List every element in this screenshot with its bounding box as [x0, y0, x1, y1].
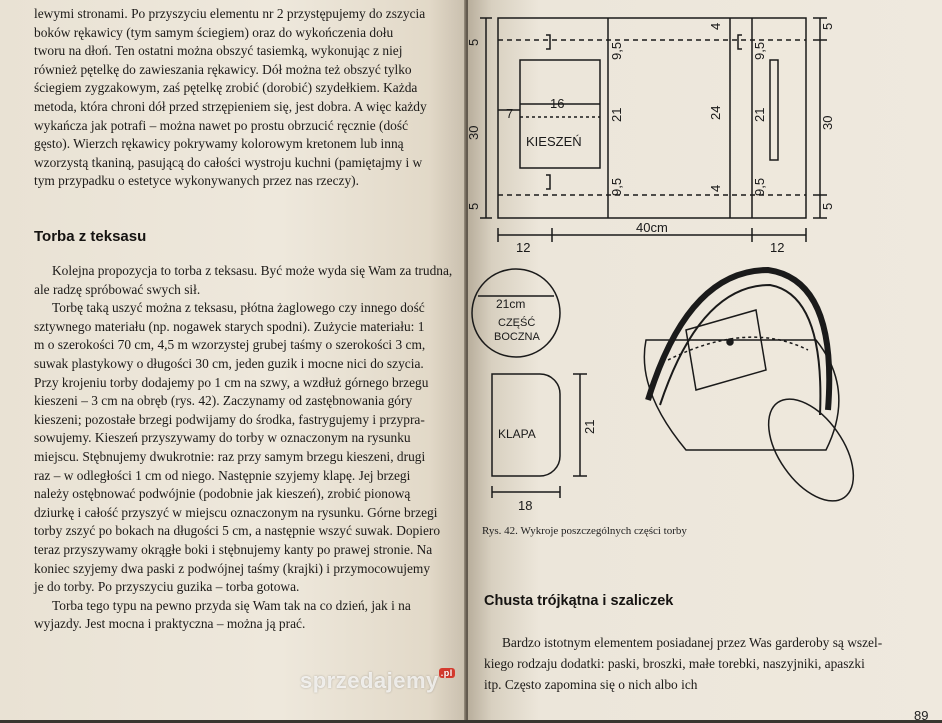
dim-label: 9,5 — [609, 41, 624, 60]
text-line: Przy krojeniu torby dodajemy po 1 cm na szwy, a wzdłuż górnego brzegu — [34, 374, 429, 390]
text-line: wzorzystą tkaniną, pasującą do całości wystroju kuchni (pamiętajmy i w — [34, 154, 423, 170]
text-line: raz – w odległości 1 cm od niego. Następnie szyjemy klapę. Jej brzegi — [34, 467, 411, 483]
pattern-figure — [468, 0, 942, 520]
text-line: tworu na dłoń. Ten ostatni można obszyć tasiemką, wykonując z niej — [34, 43, 403, 59]
flap-pattern — [492, 374, 560, 476]
dim-label: 12 — [516, 240, 531, 255]
dim-label: 9,5 — [609, 177, 624, 196]
zipper-mark — [770, 60, 778, 160]
text-line: wyjazdy. Jest mocna i praktyczna – można ją prać. — [34, 616, 306, 632]
dim-label: 9,5 — [752, 177, 767, 196]
text-line: je do torby. Po przyszyciu guzika – torba gotowa. — [34, 579, 300, 595]
section-heading-chusta: Chusta trójkątna i szaliczek — [484, 593, 674, 609]
dim-label: 4 — [708, 184, 723, 192]
side-diameter-label: 21cm — [496, 297, 526, 311]
text-line: również pętelkę do zawieszania rękawicy. Dół można też obszyć tylko — [34, 61, 412, 77]
text-line: wykańcza jak potrafi – można nawet po prostu obrzucić ręcznie (dość — [34, 117, 409, 133]
section-heading-torba: Torba z teksasu — [34, 228, 147, 245]
text-line: ale radzę spróbować swych sił. — [34, 281, 201, 297]
paragraph-torba — [34, 262, 454, 634]
figure-caption: Rys. 42. Wykroje poszczególnych części torby — [482, 525, 687, 537]
watermark-badge: .pl — [440, 668, 453, 678]
text-line: Torba tego typu na pewno przyda się Wam tak na co dzień, jak i na — [52, 597, 411, 613]
pocket-label: KIESZEŃ — [526, 134, 582, 149]
text-line: teraz przyszywamy okrągłe boki i stębnujemy kanty po prawej stronie. Na — [34, 541, 433, 557]
dim-label: 30 — [820, 115, 835, 130]
watermark — [300, 668, 455, 694]
text-line: Bardzo istotnym elementem posiadanej przez Was garderoby są wszel- — [502, 635, 883, 650]
bag-illustration — [644, 270, 870, 516]
watermark-text: sprzedajemy — [300, 668, 439, 693]
page-number: 89 — [914, 708, 929, 723]
dim-label: 21 — [582, 419, 597, 434]
dim-label: 30 — [466, 125, 481, 140]
text-line: metoda, która chroni dół przed strzępieniem się, jest dobra. A więc każdy — [34, 98, 427, 114]
text-line: boków rękawicy (tym samym ściegiem) oraz do wykończenia dołu — [34, 24, 394, 40]
dim-label: 18 — [518, 498, 533, 513]
side-label: BOCZNA — [494, 331, 540, 343]
dim-label: 12 — [770, 240, 785, 255]
left-page — [0, 0, 466, 720]
side-label: CZĘŚĆ — [498, 317, 536, 329]
dim-label: 5 — [466, 38, 481, 46]
dim-label: 24 — [708, 105, 723, 120]
text-line: torby zszyć po bokach na długości 5 cm, a następnie wszyć suwak. Dopiero — [34, 523, 441, 539]
text-line: m o szerokości 70 cm, 4,5 m wzorzystej grubej taśmy o szerokości 3 cm, — [34, 337, 426, 353]
text-line: Kolejna propozycja to torba z teksasu. Być może wyda się Wam za trudna, — [52, 263, 453, 278]
text-line: suwak plastykowy o długości 30 cm, jeden guzik i mocne nici do szycia. — [34, 355, 424, 371]
dim-label: 40cm — [636, 220, 668, 235]
text-line: gęsto). Wierzch rękawicy pokrywamy kolorowym kretonem lub inną — [34, 136, 404, 152]
text-line: ściegiem zygzakowym, zaś pętelkę zrobić (dorobić) szydełkiem. Każda — [34, 80, 418, 96]
dim-label: 16 — [550, 96, 565, 111]
text-line: kieszeni; pozostałe brzegi podwijamy do środka, fastrygujemy i przypra- — [34, 411, 425, 427]
dim-label: 9,5 — [752, 41, 767, 60]
paragraph-glove-finish — [34, 5, 454, 191]
side-pattern-circle — [472, 269, 560, 357]
paragraph-chusta — [484, 632, 932, 695]
text-line: sowujemy. Kieszeń przyszywamy do torby w oznaczonym na rysunku — [34, 430, 411, 446]
right-page — [466, 0, 942, 723]
text-line: kiego rodzaju dodatki: paski, broszki, małe torebki, naszyjniki, apaszki — [484, 656, 865, 671]
dim-label: 21 — [752, 107, 767, 122]
text-line: sztywnego materiału (np. nogawek starych spodni). Zużycie materiału: 1 — [34, 318, 425, 334]
text-line: Torbę taką uszyć można z teksasu, płótna żaglowego czy innego dość — [52, 300, 425, 316]
text-line: koniec szyjemy dwa paski z podwójnej taśmy (krajki) i przymocowujemy — [34, 560, 431, 576]
dim-label: 4 — [708, 22, 723, 30]
dim-label: 5 — [466, 202, 481, 210]
pocket-pattern — [520, 60, 600, 168]
flap-label: KLAPA — [498, 427, 536, 441]
text-line: lewymi stronami. Po przyszyciu elementu nr 2 przystępujemy do zszycia — [34, 6, 426, 21]
text-line: należy ostębnować podwójnie (podobnie jak kieszeń), zrobić pionową — [34, 486, 411, 502]
text-line: itp. Często zapomina się o nich albo ich — [484, 677, 698, 692]
text-line: miejscu. Stębnujemy dwukrotnie: raz przy samym brzegu kieszeni, drugi — [34, 448, 426, 464]
dim-label: 5 — [820, 202, 835, 210]
text-line: dziurkę i całość przyszyć w miejscu oznaczonym na rysunku. Górne brzegi — [34, 504, 438, 520]
dim-label: 7 — [506, 106, 514, 121]
dim-label: 21 — [609, 107, 624, 122]
dim-label: 5 — [820, 22, 835, 30]
text-line: kieszeni – 3 cm na obręb (rys. 42). Zaczynamy od zastębnowania góry — [34, 393, 413, 409]
text-line: tym przypadku o estetyce wykonywanych przez nas rzeczy). — [34, 173, 359, 189]
